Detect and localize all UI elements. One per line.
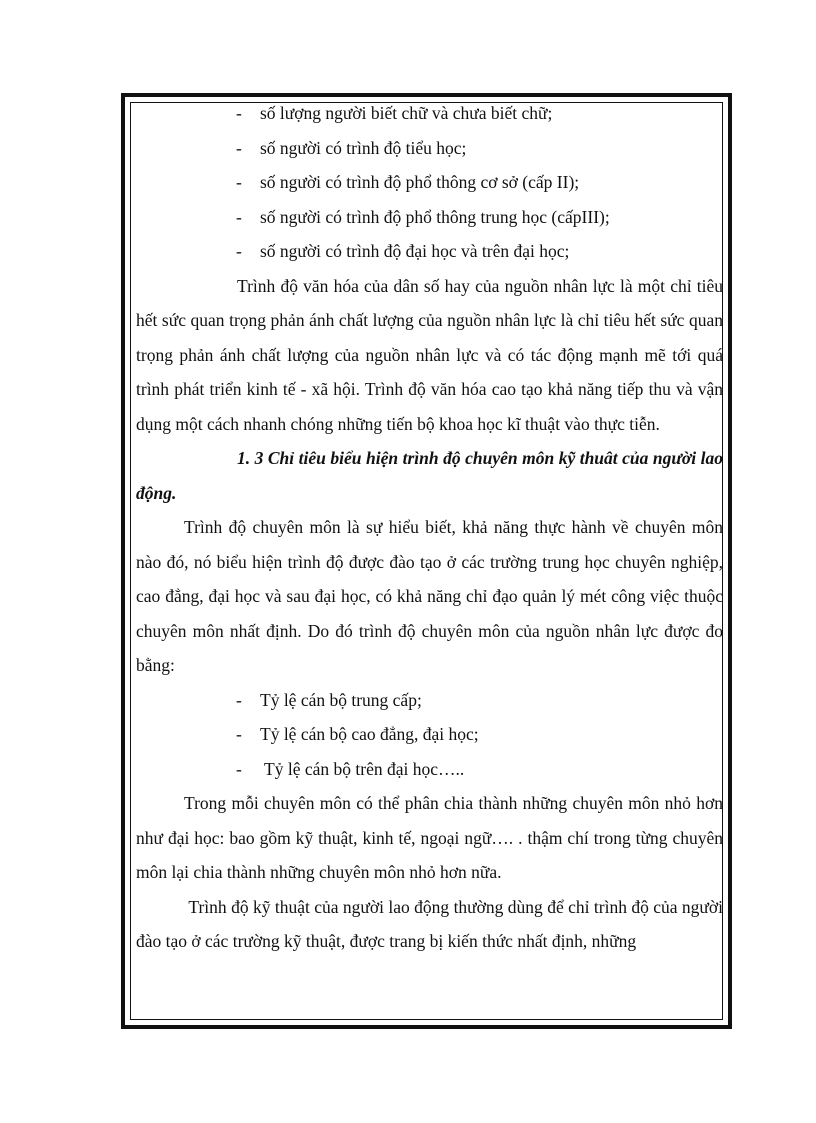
list-item <box>136 752 723 787</box>
list-item <box>136 96 723 131</box>
list-marker: - <box>236 137 242 158</box>
paragraph-professional-level: Trình độ chuyên môn là sự hiểu biết, khả năng thực hành về chuyên môn nào đó, nó biểu hiện trình độ được đào tạo ở các trường trung học chuyên nghiệp, cao đẳng, đại học và sau đại học, có khả năng chỉ đạo quản lý mét công việc thuộc chuyên môn nhất định. Do đó trình độ chuyên môn của nguồn nhân lực được đo bằng: <box>136 517 723 675</box>
list-item <box>136 234 723 269</box>
list-item <box>136 165 723 200</box>
paragraph-technical-level: Trình độ kỹ thuật của người lao động thường dùng để chỉ trình độ của người đào tạo ở các trường kỹ thuật, được trang bị kiến thức nhất định, những <box>136 896 728 951</box>
list-marker: - <box>236 724 242 744</box>
paragraph-specialties: Trong mỗi chuyên môn có thể phân chia thành những chuyên môn nhỏ hơn như đại học: bao gồm kỹ thuật, kinh tế, ngoại ngữ…. . thậm chí trong từng chuyên môn lại chia thành những chuyên môn nhỏ hơn nữa. <box>136 793 723 882</box>
list-item <box>136 683 723 718</box>
list-item-text: Tỷ lệ cán bộ trung cấp; <box>260 689 422 710</box>
list-item-text: số người có trình độ phổ thông trung học (cấpIII); <box>260 206 610 227</box>
list-item-text: Tỷ lệ cán bộ cao đẳng, đại học; <box>260 724 479 744</box>
list-marker: - <box>236 758 242 779</box>
paragraph-culture-level: Trình độ văn hóa của dân số hay của nguồn nhân lực là một chỉ tiêu hết sức quan trọng phản ánh chất lượng của nguồn nhân lực là chỉ tiêu hết sức quan trọng phản ánh chất lượng của nguồn nhân lực và có tác động mạnh mẽ tới quá trình phát triển kinh tế - xã hội. Trình độ văn hóa cao tạo khả năng tiếp thu và vận dụng một cách nhanh chóng những tiến bộ khoa học kĩ thuật vào thực tiễn. <box>136 275 723 434</box>
list-item-text: số người có trình độ phổ thông cơ sở (cấp II); <box>260 172 580 192</box>
section-heading: 1. 3 Chỉ tiêu biểu hiện trình độ chuyên môn kỹ thuât của người lao động. <box>136 448 723 503</box>
list-item <box>136 717 723 752</box>
list-marker: - <box>236 241 242 261</box>
education-level-list <box>136 96 723 269</box>
list-marker: - <box>236 172 242 192</box>
list-marker: - <box>236 689 242 710</box>
list-item-text: số người có trình độ tiểu học; <box>260 137 467 158</box>
list-item-text: Tỷ lệ cán bộ trên đại học….. <box>260 758 465 779</box>
document-body <box>136 96 728 959</box>
list-item <box>136 131 723 166</box>
list-item-text: số người có trình độ đại học và trên đại học; <box>260 241 570 261</box>
list-item-text: số lượng người biết chữ và chưa biết chữ; <box>260 103 553 123</box>
list-item <box>136 200 723 235</box>
list-marker: - <box>236 103 242 123</box>
staff-ratio-list <box>136 683 723 787</box>
list-marker: - <box>236 206 242 227</box>
